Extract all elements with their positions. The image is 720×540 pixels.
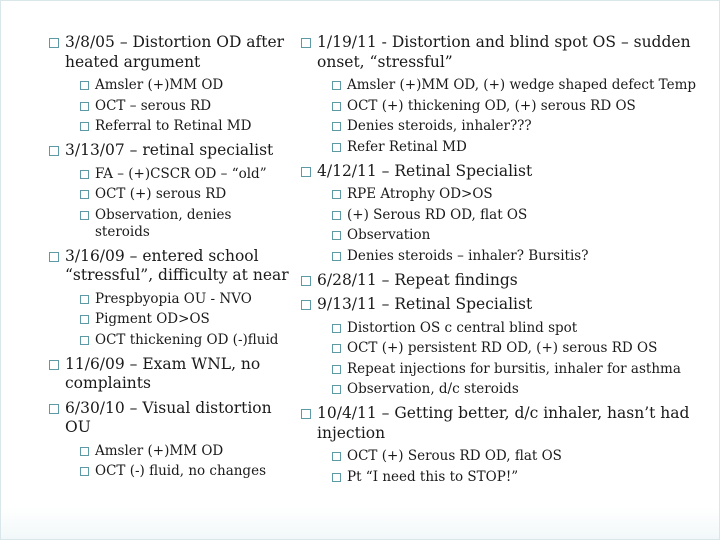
sub-item-text: Observation <box>347 227 431 243</box>
sub-list <box>301 186 713 265</box>
timeline-entry <box>49 355 289 394</box>
square-bullet-icon <box>332 252 341 261</box>
square-bullet-icon <box>332 473 341 482</box>
sub-item-text: Refer Retinal MD <box>347 138 467 155</box>
sub-item <box>80 311 289 328</box>
square-bullet-icon <box>332 81 341 90</box>
sub-item-text: (+) Serous RD OD, flat OS <box>347 206 528 223</box>
square-bullet-icon <box>80 315 89 324</box>
sub-item <box>332 448 713 465</box>
sub-item <box>332 186 713 203</box>
sub-item <box>80 291 289 308</box>
timeline-entry <box>49 141 289 161</box>
sub-item-text: Amsler (+)MM OD <box>95 442 224 459</box>
sub-list <box>301 77 713 156</box>
sub-item <box>332 469 713 486</box>
sub-item <box>332 381 713 398</box>
square-bullet-icon <box>332 231 341 240</box>
square-bullet-icon <box>332 122 341 131</box>
sub-item-text: OCT (+) thickening OD, (+) serous RD OS <box>347 97 636 114</box>
square-bullet-icon <box>49 252 59 262</box>
entry-text: 4/12/11 – Retinal Specialist <box>317 161 533 180</box>
sub-item-text: Amsler (+)MM OD, (+) wedge shaped defect Temp <box>347 77 697 93</box>
square-bullet-icon <box>80 447 89 456</box>
sub-item-text: Distortion OS c central blind spot <box>347 319 578 336</box>
sub-item <box>80 332 289 349</box>
timeline-entry <box>301 33 713 72</box>
timeline-entry <box>301 162 713 182</box>
square-bullet-icon <box>332 385 341 394</box>
sub-list <box>49 291 289 349</box>
square-bullet-icon <box>49 360 59 370</box>
square-bullet-icon <box>49 38 59 48</box>
sub-item-text: OCT – serous RD <box>95 97 212 114</box>
sub-item-text: Observation, d/c steroids <box>347 381 519 397</box>
sub-item-text: OCT (+) Serous RD OD, flat OS <box>347 448 562 464</box>
timeline-entry <box>49 247 289 286</box>
sub-item-text: Referral to Retinal MD <box>95 118 252 134</box>
entry-text: 3/13/07 – retinal specialist <box>65 141 274 159</box>
sub-item-text: OCT (+) serous RD <box>95 186 227 202</box>
entry-text: 6/30/10 – Visual distortion OU <box>65 398 272 436</box>
sub-item-text: OCT (-) fluid, no changes <box>95 463 266 479</box>
sub-item-text: Denies steroids, inhaler??? <box>347 118 532 134</box>
square-bullet-icon <box>80 81 89 90</box>
sub-item <box>80 77 289 94</box>
sub-item <box>332 227 713 244</box>
sub-list <box>49 443 289 481</box>
sub-item <box>332 118 713 135</box>
sub-item <box>80 186 289 203</box>
timeline-entry <box>301 404 713 443</box>
sub-item <box>80 207 289 241</box>
square-bullet-icon <box>301 167 311 177</box>
square-bullet-icon <box>301 38 311 48</box>
square-bullet-icon <box>332 143 341 152</box>
left-column <box>49 33 289 486</box>
square-bullet-icon <box>80 467 89 476</box>
sub-item-text: Amsler (+)MM OD <box>95 77 224 93</box>
entry-text: 3/8/05 – Distortion OD after heated argument <box>65 33 285 71</box>
sub-item-text: Denies steroids – inhaler? Bursitis? <box>347 247 589 264</box>
entry-text: 1/19/11 - Distortion and blind spot OS – sudden onset, “stressful” <box>317 33 691 71</box>
sub-item-text: RPE Atrophy OD>OS <box>347 186 493 202</box>
square-bullet-icon <box>80 211 89 220</box>
square-bullet-icon <box>301 276 311 286</box>
square-bullet-icon <box>80 102 89 111</box>
sub-item <box>332 207 713 224</box>
square-bullet-icon <box>80 336 89 345</box>
sub-item-text: FA – (+)CSCR OD – “old” <box>95 165 267 182</box>
sub-item-text: Repeat injections for bursitis, inhaler for asthma <box>347 360 681 377</box>
sub-item-text: OCT thickening OD (-)fluid <box>95 331 279 348</box>
square-bullet-icon <box>49 146 59 156</box>
sub-item <box>332 340 713 357</box>
sub-item <box>80 98 289 115</box>
entry-text: 3/16/09 – entered school “stressful”, difficulty at near <box>65 246 289 284</box>
sub-item <box>332 361 713 378</box>
timeline-entry <box>301 271 713 291</box>
sub-item-text: Observation, denies steroids <box>95 206 232 240</box>
entry-text: 9/13/11 – Retinal Specialist <box>317 295 533 313</box>
sub-item-text: Pt “I need this to STOP!” <box>347 468 519 485</box>
square-bullet-icon <box>332 102 341 111</box>
sub-item <box>332 139 713 156</box>
sub-item-text: Pigment OD>OS <box>95 311 210 327</box>
square-bullet-icon <box>332 344 341 353</box>
square-bullet-icon <box>332 211 341 220</box>
square-bullet-icon <box>301 409 311 419</box>
entry-text: 6/28/11 – Repeat findings <box>317 270 518 289</box>
square-bullet-icon <box>80 295 89 304</box>
square-bullet-icon <box>80 190 89 199</box>
timeline-entry <box>49 33 289 72</box>
square-bullet-icon <box>332 365 341 374</box>
sub-list <box>49 166 289 241</box>
sub-item <box>80 443 289 460</box>
square-bullet-icon <box>332 452 341 461</box>
sub-item-text: Prespbyopia OU - NVO <box>95 290 252 307</box>
sub-item <box>332 77 713 94</box>
sub-list <box>301 320 713 399</box>
sub-item <box>80 166 289 183</box>
sub-item <box>332 98 713 115</box>
square-bullet-icon <box>80 122 89 131</box>
sub-list <box>49 77 289 135</box>
sub-item-text: OCT (+) persistent RD OD, (+) serous RD OS <box>347 340 658 356</box>
sub-list <box>301 448 713 486</box>
sub-item <box>332 320 713 337</box>
square-bullet-icon <box>301 300 311 310</box>
sub-item <box>80 118 289 135</box>
entry-text: 10/4/11 – Getting better, d/c inhaler, hasn’t had injection <box>317 404 690 442</box>
entry-text: 11/6/09 – Exam WNL, no complaints <box>65 354 261 392</box>
square-bullet-icon <box>49 404 59 414</box>
right-column <box>301 33 713 492</box>
square-bullet-icon <box>332 190 341 199</box>
square-bullet-icon <box>332 324 341 333</box>
square-bullet-icon <box>80 170 89 179</box>
timeline-entry <box>49 399 289 438</box>
sub-item <box>80 463 289 480</box>
timeline-entry <box>301 295 713 315</box>
sub-item <box>332 248 713 265</box>
